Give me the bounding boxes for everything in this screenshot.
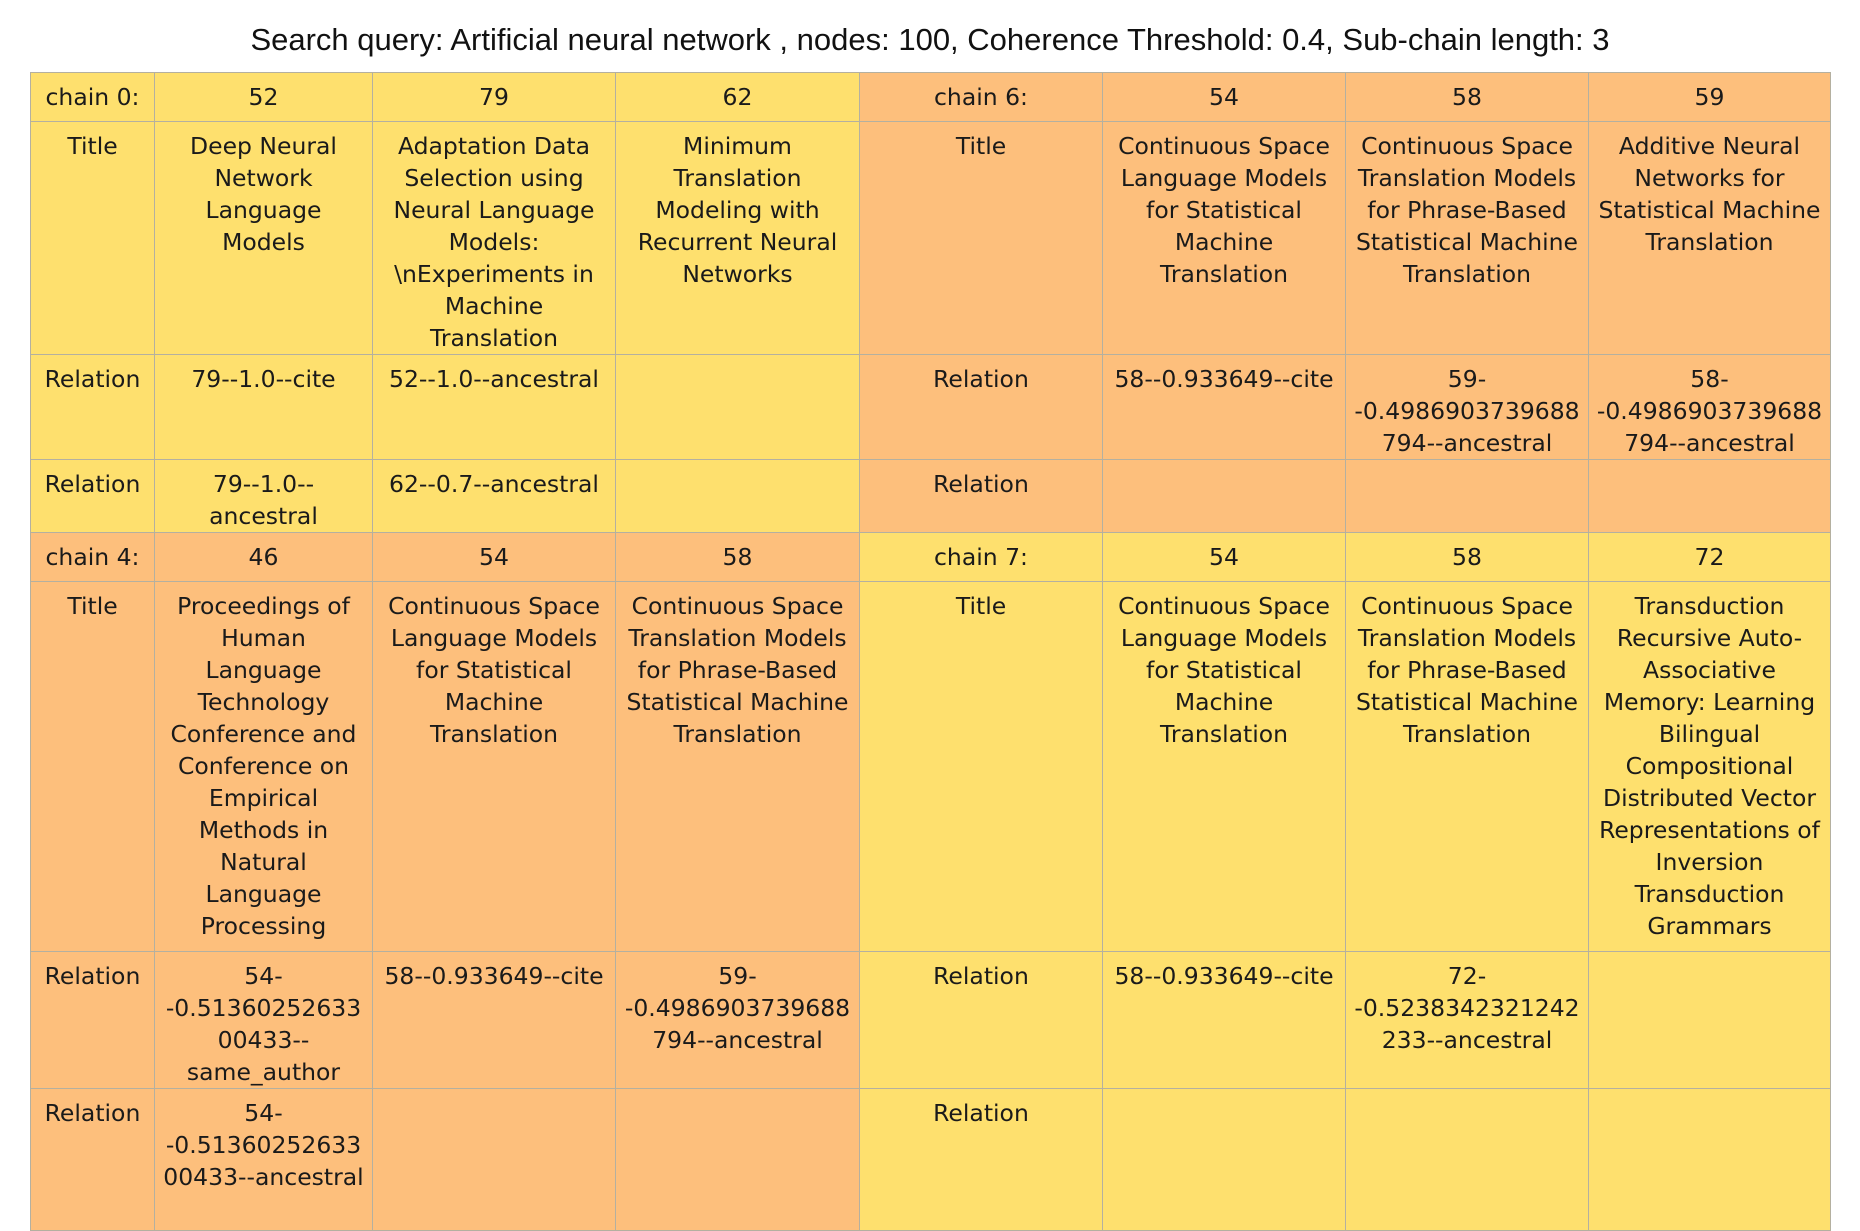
node-id: 72: [1589, 533, 1831, 582]
chain-label: chain 4:: [31, 533, 155, 582]
paper-title: Proceedings of Human Language Technology Conference and Conference on Empirical Methods in Natural Language Processing: [155, 582, 373, 952]
relation-value: [1103, 1089, 1346, 1231]
table-row: [31, 1089, 1831, 1231]
row-label-relation: Relation: [31, 952, 155, 1089]
node-id: 58: [616, 533, 860, 582]
paper-title: Adaptation Data Selection using Neural Language Models: \nExperiments in Machine Translation: [373, 122, 616, 355]
row-label-relation: Relation: [31, 355, 155, 460]
relation-value: 79--1.0--ancestral: [155, 460, 373, 533]
node-id: 79: [373, 73, 616, 122]
node-id: 52: [155, 73, 373, 122]
row-label-relation: Relation: [860, 952, 1103, 1089]
relation-value: 59--0.4986903739688794--ancestral: [616, 952, 860, 1089]
paper-title: Continuous Space Translation Models for Phrase-Based Statistical Machine Translation: [1346, 122, 1589, 355]
table-row: [31, 355, 1831, 460]
row-label-title: Title: [31, 582, 155, 952]
relation-value: 58--0.933649--cite: [1103, 952, 1346, 1089]
relation-value: [1589, 460, 1831, 533]
node-id: 58: [1346, 73, 1589, 122]
relation-value: 59--0.4986903739688794--ancestral: [1346, 355, 1589, 460]
relation-value: 54--0.5136025263300433--ancestral: [155, 1089, 373, 1231]
node-id: 62: [616, 73, 860, 122]
table-row: [31, 952, 1831, 1089]
paper-title: Continuous Space Language Models for Statistical Machine Translation: [1103, 582, 1346, 952]
relation-value: 79--1.0--cite: [155, 355, 373, 460]
paper-title: Minimum Translation Modeling with Recurrent Neural Networks: [616, 122, 860, 355]
relation-value: 58--0.4986903739688794--ancestral: [1589, 355, 1831, 460]
paper-title: Additive Neural Networks for Statistical Machine Translation: [1589, 122, 1831, 355]
chain-label: chain 7:: [860, 533, 1103, 582]
row-label-relation: Relation: [31, 1089, 155, 1231]
relation-value: [1589, 1089, 1831, 1231]
row-label-relation: Relation: [860, 355, 1103, 460]
relation-value: [373, 1089, 616, 1231]
row-label-title: Title: [860, 582, 1103, 952]
paper-title: Continuous Space Language Models for Statistical Machine Translation: [373, 582, 616, 952]
node-id: 54: [1103, 533, 1346, 582]
chains-table: [30, 72, 1831, 1231]
chain-label: chain 0:: [31, 73, 155, 122]
page-title: Search query: Artificial neural network , nodes: 100, Coherence Threshold: 0.4, Sub-chain length: 3: [250, 22, 1610, 57]
table-row: [31, 73, 1831, 122]
relation-value: [1103, 460, 1346, 533]
row-label-title: Title: [860, 122, 1103, 355]
table-row: [31, 533, 1831, 582]
row-label-relation: Relation: [860, 460, 1103, 533]
relation-value: [616, 460, 860, 533]
table-row: [31, 460, 1831, 533]
relation-value: [1589, 952, 1831, 1089]
paper-title: Deep Neural Network Language Models: [155, 122, 373, 355]
paper-title: Continuous Space Translation Models for Phrase-Based Statistical Machine Translation: [616, 582, 860, 952]
paper-title: Transduction Recursive Auto-Associative Memory: Learning Bilingual Compositional Distributed Vector Representations of Inversion Transduction Grammars: [1589, 582, 1831, 952]
relation-value: 54--0.5136025263300433--same_author: [155, 952, 373, 1089]
relation-value: [616, 355, 860, 460]
node-id: 46: [155, 533, 373, 582]
relation-value: [1346, 1089, 1589, 1231]
row-label-title: Title: [31, 122, 155, 355]
relation-value: 62--0.7--ancestral: [373, 460, 616, 533]
relation-value: [1346, 460, 1589, 533]
table-row: [31, 122, 1831, 355]
table-row: [31, 582, 1831, 952]
node-id: 58: [1346, 533, 1589, 582]
chain-label: chain 6:: [860, 73, 1103, 122]
relation-value: [616, 1089, 860, 1231]
row-label-relation: Relation: [31, 460, 155, 533]
relation-value: 72--0.5238342321242233--ancestral: [1346, 952, 1589, 1089]
paper-title: Continuous Space Language Models for Statistical Machine Translation: [1103, 122, 1346, 355]
node-id: 54: [373, 533, 616, 582]
relation-value: 58--0.933649--cite: [1103, 355, 1346, 460]
row-label-relation: Relation: [860, 1089, 1103, 1231]
node-id: 59: [1589, 73, 1831, 122]
paper-title: Continuous Space Translation Models for Phrase-Based Statistical Machine Translation: [1346, 582, 1589, 952]
relation-value: 52--1.0--ancestral: [373, 355, 616, 460]
relation-value: 58--0.933649--cite: [373, 952, 616, 1089]
node-id: 54: [1103, 73, 1346, 122]
